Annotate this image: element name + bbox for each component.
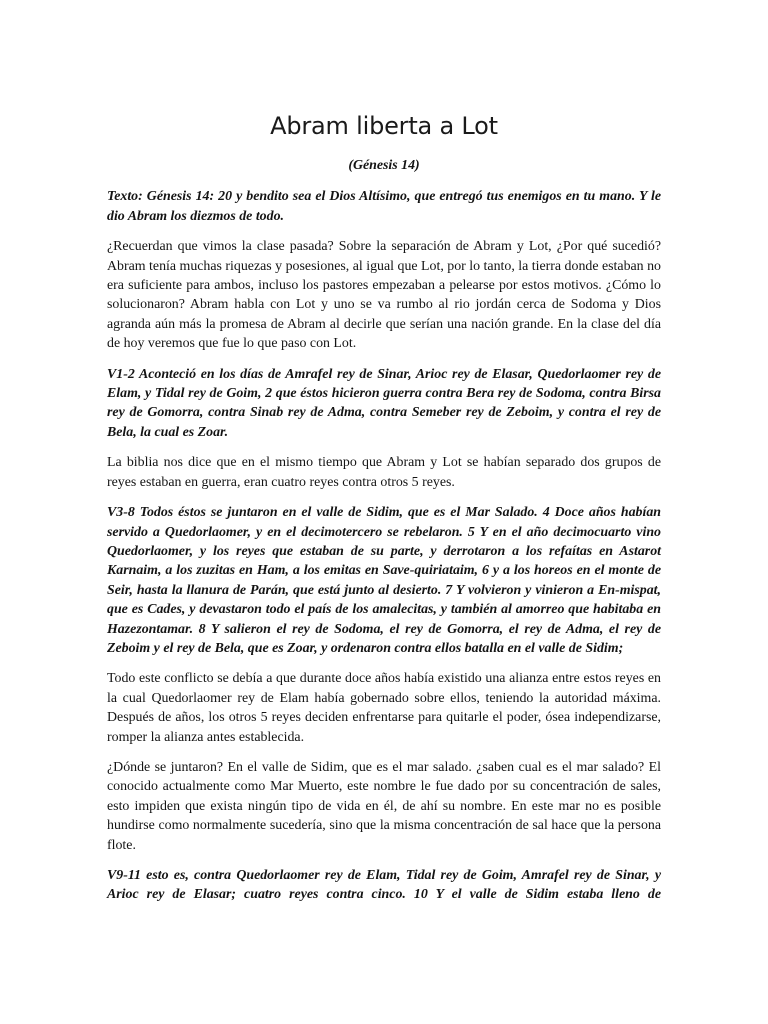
verse-3-8: V3-8 Todos éstos se juntaron en el valle de Sidim, que es el Mar Salado. 4 Doce años habían servido a Quedorlaomer, y en el decimotercero se rebelaron. 5 Y en el año decimocuarto vino Quedorlaomer, y los reyes que estaban de su parte, y derrotaron a los refaítas en Astarot Karnaim, a los zuzitas en Ham, a los emitas en Save-quiriataim, 6 y a los horeos en el monte de Seir, hasta la llanura de Parán, que está junto al desierto. 7 Y volvieron y vinieron a En-mispat, que es Cades, y devastaron todo el país de los amalecitas, y también al amorreo que habitaba en Hazezontamar. 8 Y salieron el rey de Sodoma, el rey de Gomorra, el rey de Adma, el rey de Zeboim y el rey de Bela, que es Zoar, y ordenaron contra ellos batalla en el valle de Sidim;: [107, 505, 661, 656]
page-title: Abram liberta a Lot: [270, 112, 498, 140]
verse-1-2: V1-2 Aconteció en los días de Amrafel rey de Sinar, Arioc rey de Elasar, Quedorlaomer rey de Elam, y Tidal rey de Goim, 2 que éstos hicieron guerra contra Bera rey de Sodoma, contra Birsa rey de Gomorra, contra Sinab rey de Adma, contra Semeber rey de Zeboim, y contra el rey de Bela, la cual es Zoar.: [107, 366, 661, 440]
key-verse: Texto: Génesis 14: 20 y bendito sea el Dios Altísimo, que entregó tus enemigos en tu mano. Y le dio Abram los diezmos de todo.: [107, 189, 661, 224]
document-page: [107, 0, 661, 924]
verse-9-11: V9-11 esto es, contra Quedorlaomer rey de Elam, Tidal rey de Goim, Amrafel rey de Sinar, y Arioc rey de Elasar; cuatro reyes contra cinco. 10 Y el valle de Sidim estaba lleno de: [107, 868, 661, 903]
paragraph-intro: ¿Recuerdan que vimos la clase pasada? Sobre la separación de Abram y Lot, ¿Por qué sucedió? Abram tenía muchas riquezas y posesiones, al igual que Lot, por lo tanto, la tierra donde estaban no era suficiente para ambos, incluso los pastores empezaban a pelearse por estos motivos. ¿Cómo lo solucionaron? Abram habla con Lot y uno se va rumbo al rio jordán cerca de Sodoma y Dios agranda aún más la promesa de Abram al decirle que serían una nación grande. En la clase del día de hoy veremos que fue lo que paso con Lot.: [107, 239, 661, 352]
scripture-reference: (Génesis 14): [348, 158, 420, 173]
paragraph-dead-sea: ¿Dónde se juntaron? En el valle de Sidim, que es el mar salado. ¿saben cual es el mar salado? El conocido actualmente como Mar Muerto, este nombre le fue dado por su concentración de sales, esto impiden que exista ningún tipo de vida en él, de ahí su nombre. En este mar no es posible hundirse como normalmente sucedería, sino que la misma concentración de sal hace que la persona flote.: [107, 759, 661, 853]
paragraph-kings-war: La biblia nos dice que en el mismo tiempo que Abram y Lot se habían separado dos grupos de reyes estaban en guerra, eran cuatro reyes contra otros 5 reyes.: [107, 455, 661, 490]
paragraph-alliance: Todo este conflicto se debía a que durante doce años había existido una alianza entre estos reyes en la cual Quedorlaomer rey de Elam había gobernado sobre ellos, teniendo la autoridad máxima. Después de años, los otros 5 reyes deciden enfrentarse para quitarle el poder, ósea independizarse, romper la alianza antes establecida.: [107, 671, 661, 745]
